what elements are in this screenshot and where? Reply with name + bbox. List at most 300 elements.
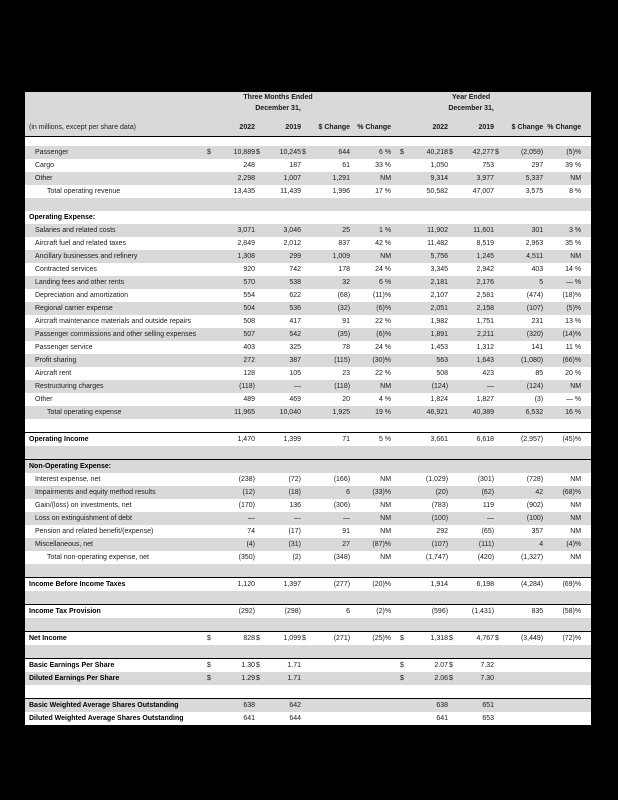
pct-cell: — % — [565, 396, 582, 403]
value-cell — [310, 659, 350, 673]
dollar-sign — [255, 551, 264, 564]
dollar-sign — [206, 538, 215, 551]
pct-cell: 14 % — [565, 266, 582, 273]
dollar-sign — [206, 289, 215, 302]
dollar-sign — [494, 224, 503, 237]
value-cell: (292) — [215, 605, 255, 619]
value-cell: 2,211 — [477, 331, 495, 338]
dollar-sign: $ — [448, 632, 457, 646]
dollar-sign — [255, 172, 264, 185]
value-cell: (1,080) — [520, 357, 544, 364]
pct-cell — [543, 659, 591, 673]
dollar-sign — [448, 551, 457, 564]
value-cell: 3,575 — [525, 188, 544, 195]
group-gap — [391, 315, 399, 328]
value-cell: (306) — [333, 502, 351, 509]
dollar-sign — [255, 486, 264, 499]
value-cell: 128 — [243, 370, 255, 377]
value-cell: 1,397 — [264, 578, 301, 592]
group-gap — [391, 328, 399, 341]
dollar-sign — [255, 185, 264, 198]
quarter-group-title: Three Months Ended — [206, 92, 350, 103]
value-cell: 1,925 — [332, 409, 351, 416]
dollar-sign — [301, 276, 310, 289]
value-cell: 2,581 — [476, 292, 495, 299]
pct-cell: 22 % — [375, 318, 392, 325]
dollar-sign — [301, 486, 310, 499]
pct-cell: NM — [570, 528, 582, 535]
table-row — [25, 146, 591, 159]
row-label: Non-Operating Expense: — [25, 460, 591, 474]
pct-cell: (69)% — [543, 578, 591, 592]
value-cell: (420) — [477, 554, 495, 561]
value-cell: 13,435 — [233, 188, 255, 195]
dollar-sign — [399, 237, 408, 250]
table-row — [25, 632, 591, 646]
value-cell: 2,051 — [430, 305, 449, 312]
pct-cell: NM — [570, 515, 582, 522]
value-cell: 642 — [264, 699, 301, 713]
row-label: Total non-operating expense, net — [47, 554, 149, 561]
dollar-sign — [494, 406, 503, 419]
pct-cell: 6 % — [378, 279, 392, 286]
value-cell: 301 — [531, 227, 544, 234]
dollar-sign — [494, 354, 503, 367]
dollar-sign — [399, 185, 408, 198]
value-cell: 292 — [436, 528, 449, 535]
value-cell: 542 — [289, 331, 301, 338]
dollar-sign — [494, 672, 503, 685]
dollar-sign — [206, 302, 215, 315]
value-cell: 489 — [243, 396, 255, 403]
table-row — [25, 302, 591, 315]
dollar-sign — [301, 499, 310, 512]
table-row — [25, 367, 591, 380]
dollar-sign: $ — [400, 675, 404, 682]
dollar-sign — [448, 486, 457, 499]
value-cell: 2,963 — [525, 240, 544, 247]
dollar-sign — [206, 367, 215, 380]
dollar-sign — [301, 367, 310, 380]
dollar-sign — [255, 328, 264, 341]
table-row — [25, 328, 591, 341]
pct-cell: (14)% — [562, 331, 582, 338]
dollar-sign — [206, 512, 215, 525]
dollar-sign — [494, 433, 503, 447]
table-row — [25, 672, 591, 685]
value-cell: 25 — [342, 227, 351, 234]
value-cell: (107) — [526, 305, 544, 312]
pct-cell: 35 % — [565, 240, 582, 247]
pct-cell: 22 % — [375, 370, 392, 377]
dollar-sign — [301, 393, 310, 406]
spacer-cell — [25, 591, 591, 605]
dollar-sign — [448, 499, 457, 512]
dollar-sign — [494, 486, 503, 499]
dollar-sign — [448, 433, 457, 447]
dollar-sign — [206, 578, 215, 592]
group-gap — [391, 341, 399, 354]
pct-cell: (25)% — [350, 632, 391, 646]
value-cell: 3,661 — [408, 433, 448, 447]
dollar-sign — [399, 512, 408, 525]
value-cell: 272 — [243, 357, 255, 364]
col-header-y-2022: 2022 — [399, 114, 448, 137]
value-cell: 248 — [243, 162, 255, 169]
value-cell: (100) — [526, 515, 544, 522]
dollar-sign — [301, 525, 310, 538]
table-row — [25, 578, 591, 592]
dollar-sign — [399, 159, 408, 172]
dollar-sign — [206, 393, 215, 406]
col-header-q-pct-change: % Change — [350, 114, 391, 137]
value-cell: (298) — [264, 605, 301, 619]
value-cell: 641 — [215, 712, 255, 726]
table-row — [25, 551, 591, 564]
dollar-sign — [448, 380, 457, 393]
group-gap — [391, 672, 399, 685]
row-label: Total operating revenue — [47, 188, 121, 195]
dollar-sign — [399, 393, 408, 406]
dollar-sign — [206, 341, 215, 354]
value-cell: — — [343, 515, 351, 522]
value-cell: 3,046 — [283, 227, 301, 234]
pct-cell: (5)% — [566, 149, 582, 156]
value-cell: 1,308 — [237, 253, 255, 260]
dollar-sign — [448, 367, 457, 380]
value-cell: 1,470 — [215, 433, 255, 447]
value-cell: 136 — [289, 502, 301, 509]
dollar-sign — [206, 712, 215, 726]
dollar-sign: $ — [399, 632, 408, 646]
row-label: Passenger commissions and other selling expenses — [35, 331, 197, 338]
value-cell: 644 — [264, 712, 301, 726]
value-cell — [310, 699, 350, 713]
row-label: Operating Expense: — [29, 214, 96, 221]
value-cell: 2,107 — [430, 292, 449, 299]
row-label: Aircraft fuel and related taxes — [35, 240, 127, 247]
pct-cell: 33 % — [375, 162, 392, 169]
dollar-sign — [301, 605, 310, 619]
value-cell: 3,071 — [237, 227, 255, 234]
dollar-sign — [301, 551, 310, 564]
value-cell: (65) — [481, 528, 495, 535]
dollar-sign — [301, 712, 310, 726]
dollar-sign — [448, 473, 457, 486]
pct-cell: 20 % — [565, 370, 582, 377]
statement-page — [25, 92, 591, 726]
dollar-sign — [399, 315, 408, 328]
value-cell: 2.06 — [434, 675, 449, 682]
value-cell: 2,942 — [476, 266, 495, 273]
value-cell: 1,824 — [430, 396, 449, 403]
value-cell: 2,181 — [430, 279, 449, 286]
value-cell: (72) — [288, 476, 301, 483]
value-cell: (124) — [526, 383, 544, 390]
pct-cell: NM — [570, 383, 582, 390]
dollar-sign — [206, 499, 215, 512]
dollar-sign — [494, 605, 503, 619]
value-cell: 11,601 — [473, 227, 495, 234]
dollar-sign — [448, 406, 457, 419]
row-label: Depreciation and amortization — [35, 292, 128, 299]
value-cell: 508 — [243, 318, 255, 325]
value-cell: 10,245 — [279, 149, 301, 156]
value-cell: 85 — [535, 370, 544, 377]
dollar-sign — [255, 315, 264, 328]
group-gap — [391, 659, 399, 673]
pct-cell: (30)% — [372, 357, 392, 364]
dollar-sign — [255, 712, 264, 726]
value-cell: (4) — [246, 541, 255, 548]
pct-cell: NM — [570, 253, 582, 260]
value-cell: 42,277 — [472, 149, 495, 156]
table-row — [25, 276, 591, 289]
table-row — [25, 659, 591, 673]
dollar-sign — [494, 328, 503, 341]
dollar-sign — [255, 302, 264, 315]
value-cell: 4 — [539, 541, 544, 548]
value-cell: 6,532 — [525, 409, 544, 416]
dollar-sign — [301, 289, 310, 302]
value-cell: 11,902 — [427, 227, 449, 234]
dollar-sign — [255, 263, 264, 276]
dollar-sign — [255, 224, 264, 237]
value-cell: (166) — [333, 476, 351, 483]
dollar-sign — [399, 276, 408, 289]
row-label: Net Income — [25, 632, 206, 646]
value-cell: (124) — [431, 383, 449, 390]
spacer-cell — [25, 645, 591, 659]
group-gap — [391, 276, 399, 289]
dollar-sign — [301, 315, 310, 328]
dollar-sign — [494, 512, 503, 525]
row-label: Income Tax Provision — [25, 605, 206, 619]
value-cell: 920 — [243, 266, 255, 273]
pct-cell: NM — [570, 554, 582, 561]
dollar-sign: $ — [449, 149, 453, 156]
pct-cell: 42 % — [375, 240, 392, 247]
year-group-title: Year Ended — [399, 92, 543, 103]
dollar-sign — [255, 473, 264, 486]
value-cell: — — [487, 383, 495, 390]
value-cell: (1,431) — [457, 605, 494, 619]
dollar-sign — [301, 512, 310, 525]
value-cell: 423 — [482, 370, 495, 377]
pct-cell: 39 % — [565, 162, 582, 169]
row-label: Other — [35, 396, 53, 403]
row-label: Passenger service — [35, 344, 93, 351]
dollar-sign — [448, 538, 457, 551]
value-cell: (271) — [310, 632, 350, 646]
value-cell: — — [294, 383, 301, 390]
dollar-sign — [399, 367, 408, 380]
row-label: Profit sharing — [35, 357, 77, 364]
value-cell: (111) — [478, 541, 495, 548]
value-cell: 357 — [531, 528, 544, 535]
dollar-sign — [448, 302, 457, 315]
value-cell: 638 — [215, 699, 255, 713]
value-cell: 508 — [436, 370, 449, 377]
group-gap — [391, 632, 399, 646]
table-row — [25, 341, 591, 354]
pct-cell: NM — [380, 515, 392, 522]
value-cell: 2,012 — [283, 240, 301, 247]
dollar-sign — [206, 354, 215, 367]
dollar-sign — [206, 486, 215, 499]
dollar-sign: $ — [494, 632, 503, 646]
group-gap — [391, 380, 399, 393]
dollar-sign — [494, 712, 503, 726]
pct-cell: NM — [570, 175, 582, 182]
dollar-sign: $ — [301, 632, 310, 646]
table-row — [25, 538, 591, 551]
pct-cell: (87)% — [372, 541, 392, 548]
dollar-sign: $ — [495, 149, 499, 156]
value-cell — [310, 712, 350, 726]
group-gap — [391, 393, 399, 406]
dollar-sign — [255, 380, 264, 393]
dollar-sign: $ — [207, 149, 211, 156]
value-cell: 1,007 — [283, 175, 301, 182]
pct-cell: (18)% — [562, 292, 582, 299]
group-gap — [391, 159, 399, 172]
dollar-sign — [301, 354, 310, 367]
pct-cell: NM — [570, 502, 582, 509]
value-cell: 644 — [338, 149, 351, 156]
dollar-sign — [206, 263, 215, 276]
dollar-sign — [255, 538, 264, 551]
spacer-cell — [25, 446, 591, 460]
pct-cell — [350, 672, 391, 685]
value-cell: 1,453 — [430, 344, 449, 351]
value-cell: 4,767 — [457, 632, 494, 646]
value-cell: 417 — [289, 318, 301, 325]
pct-cell: NM — [570, 476, 582, 483]
value-cell: (350) — [238, 554, 255, 561]
value-cell — [503, 659, 543, 673]
row-label: Aircraft rent — [35, 370, 72, 377]
dollar-sign — [494, 473, 503, 486]
value-cell: (68) — [337, 292, 351, 299]
dollar-sign — [255, 354, 264, 367]
value-cell: 2,158 — [476, 305, 495, 312]
group-gap — [391, 289, 399, 302]
value-cell: (3,449) — [503, 632, 543, 646]
dollar-sign — [448, 237, 457, 250]
dollar-sign — [255, 250, 264, 263]
dollar-sign — [399, 302, 408, 315]
row-label: Pension and related benefit/(expense) — [35, 528, 154, 535]
value-cell: 507 — [243, 331, 255, 338]
table-row — [25, 499, 591, 512]
value-cell: (12) — [242, 489, 255, 496]
pct-cell: 17 % — [375, 188, 392, 195]
dollar-sign — [448, 250, 457, 263]
row-label: Ancillary businesses and refinery — [35, 253, 138, 260]
pct-cell: (6)% — [376, 305, 392, 312]
dollar-sign — [255, 433, 264, 447]
value-cell: (320) — [526, 331, 544, 338]
table-row — [25, 237, 591, 250]
value-cell: 2,176 — [476, 279, 495, 286]
spacer-row — [25, 137, 591, 147]
row-label: Loss on extinguishment of debt — [35, 515, 132, 522]
dollar-sign — [301, 341, 310, 354]
dollar-sign — [399, 380, 408, 393]
col-header-q-2022: 2022 — [206, 114, 255, 137]
value-cell: 653 — [457, 712, 494, 726]
pct-cell: 11 % — [565, 344, 582, 351]
pct-cell: (66)% — [562, 357, 582, 364]
pct-cell: (33)% — [372, 489, 392, 496]
value-cell: (1,029) — [425, 476, 449, 483]
dollar-sign — [255, 393, 264, 406]
dollar-sign — [448, 224, 457, 237]
dollar-sign — [448, 699, 457, 713]
group-title-row — [25, 92, 591, 103]
dollar-sign — [206, 406, 215, 419]
group-gap — [391, 512, 399, 525]
value-cell: 20 — [342, 396, 351, 403]
dollar-sign — [399, 538, 408, 551]
dollar-sign — [448, 512, 457, 525]
dollar-sign — [448, 289, 457, 302]
value-cell: (100) — [431, 515, 449, 522]
value-cell: 11,439 — [280, 188, 301, 195]
dollar-sign — [255, 237, 264, 250]
dollar-sign — [206, 605, 215, 619]
pct-cell: (6)% — [376, 331, 392, 338]
pct-cell: NM — [380, 253, 392, 260]
value-cell: (115) — [334, 357, 351, 364]
value-cell: — — [487, 515, 495, 522]
value-cell: 27 — [342, 541, 351, 548]
row-label: Operating Income — [25, 433, 206, 447]
group-gap — [391, 538, 399, 551]
value-cell: 554 — [243, 292, 255, 299]
dollar-sign: $ — [256, 675, 260, 682]
value-cell: 1,312 — [476, 344, 495, 351]
dollar-sign — [494, 525, 503, 538]
dollar-sign — [399, 328, 408, 341]
table-row — [25, 433, 591, 447]
dollar-sign: $ — [206, 659, 215, 673]
table-row — [25, 250, 591, 263]
value-cell: 119 — [482, 502, 495, 509]
row-label: Salaries and related costs — [35, 227, 116, 234]
value-cell: 1,318 — [408, 632, 448, 646]
spacer-cell — [25, 685, 591, 699]
dollar-sign — [494, 551, 503, 564]
pct-cell: (2)% — [350, 605, 391, 619]
spacer-row — [25, 645, 591, 659]
value-cell: 835 — [503, 605, 543, 619]
table-row — [25, 406, 591, 419]
dollar-sign — [301, 538, 310, 551]
value-cell: 42 — [535, 489, 544, 496]
group-gap — [391, 605, 399, 619]
dollar-sign — [448, 263, 457, 276]
value-cell: 1.30 — [215, 659, 255, 673]
pct-cell: NM — [380, 502, 392, 509]
value-cell: (118) — [334, 383, 351, 390]
value-cell: 1.29 — [241, 675, 255, 682]
value-cell: 538 — [289, 279, 301, 286]
value-cell: 651 — [457, 699, 494, 713]
value-cell: (62) — [481, 489, 495, 496]
dollar-sign — [301, 185, 310, 198]
